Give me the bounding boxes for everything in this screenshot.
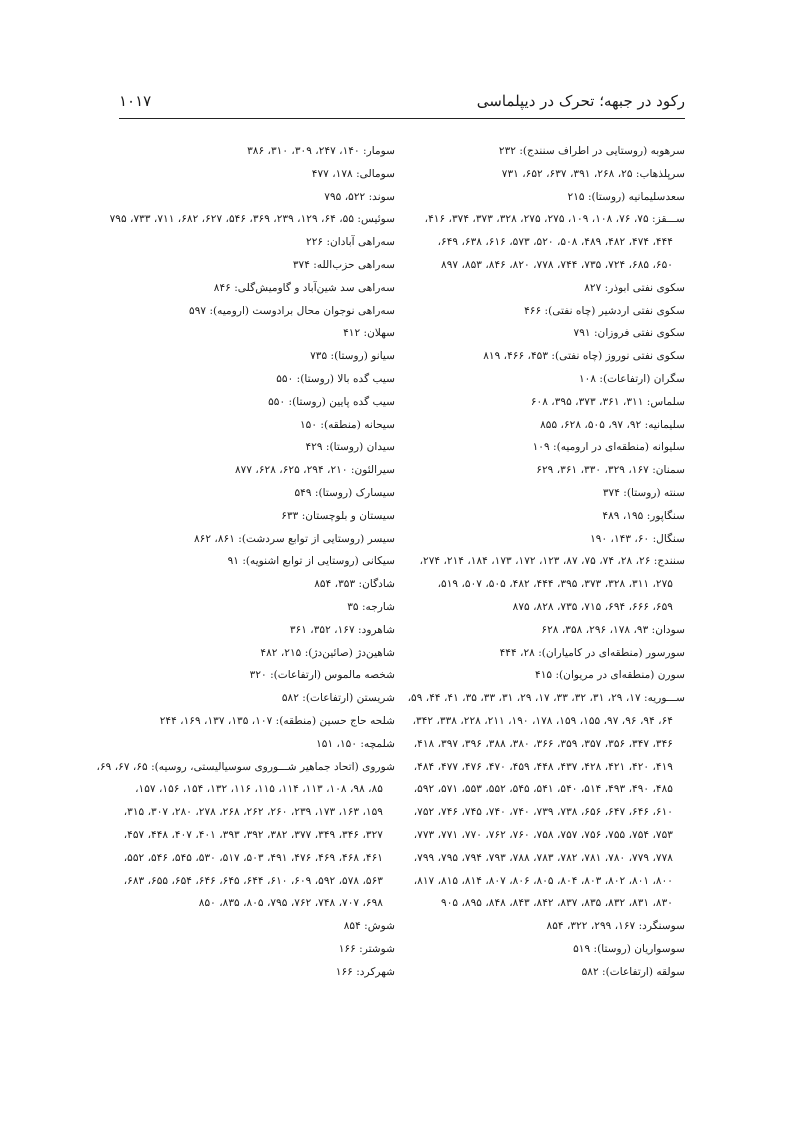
index-entry-continuation: ۷۷۸، ۷۷۹، ۷۸۰، ۷۸۱، ۷۸۲، ۷۸۳، ۷۸۸، ۷۹۳، ۷۹۴، ۷۹۵، ۷۹۹، — [413, 851, 673, 864]
index-entry: سیب گده پایین (روستا): ۵۵۰ — [268, 395, 395, 408]
index-entry-continuation: ۲۷۵، ۳۱۱، ۳۲۸، ۳۷۳، ۳۹۵، ۴۴۴، ۴۸۲، ۵۰۵، ۵۰۷، ۵۱۹، — [437, 578, 673, 591]
index-entry: سنگاپور: ۱۹۵، ۴۸۹ — [602, 509, 685, 522]
index-entry: شارجه: ۳۵ — [347, 600, 395, 613]
running-header — [119, 92, 685, 118]
index-entry: سمنان: ۱۶۷، ۳۲۹، ۳۳۰، ۳۶۱، ۶۲۹ — [536, 464, 685, 477]
index-entry: شاهین‌دژ (صائین‌دژ): ۲۱۵، ۴۸۲ — [260, 646, 395, 659]
index-entry: سه‌راهی نوجوان محال برادوست (ارومیه): ۵۹۷ — [189, 304, 395, 317]
index-entry-continuation: ۱۵۹، ۱۶۳، ۱۷۳، ۲۳۹، ۲۶۰، ۲۶۲، ۲۶۸، ۲۷۸، ۲۸۰، ۳۰۷، ۳۱۵، — [123, 806, 383, 819]
index-entry: شهرکرد: ۱۶۶ — [335, 965, 395, 978]
index-entry: سیانو (روستا): ۷۳۵ — [310, 350, 395, 363]
index-entry: سنندج: ۲۶، ۲۸، ۷۴، ۷۵، ۸۷، ۱۲۳، ۱۷۲، ۱۷۳، ۱۸۴، ۲۱۴، ۲۷۴، — [419, 555, 685, 568]
page-number: ۱۰۱۷ — [119, 92, 152, 110]
index-entry-continuation: ۸۰۰، ۸۰۱، ۸۰۲، ۸۰۳، ۸۰۴، ۸۰۵، ۸۰۶، ۸۰۷، ۸۱۴، ۸۱۵، ۸۱۷، — [413, 874, 673, 887]
index-entry: سیدان (روستا): ۴۲۹ — [305, 441, 395, 454]
index-entry: سیحانه (منطقه): ۱۵۰ — [299, 418, 395, 431]
chapter-title: رکود در جبهه؛ تحرک در دیپلماسی — [476, 92, 685, 110]
index-entry-continuation: ۶۴، ۹۴، ۹۶، ۹۷، ۱۵۵، ۱۵۹، ۱۷۸، ۱۹۰، ۲۱۱، ۲۲۸، ۳۳۸، ۳۴۲، — [412, 714, 673, 727]
index-entry: سلیوانه (منطقه‌ای در ارومیه): ۱۰۹ — [532, 441, 685, 454]
index-entry: سکوی نفتی نوروز (چاه نفتی): ۴۵۳، ۴۶۶، ۸۱۹ — [483, 350, 685, 363]
index-entry: سولقه (ارتفاعات): ۵۸۲ — [581, 965, 685, 978]
index-entry: سکوی نفتی اردشیر (چاه نفتی): ۴۶۶ — [524, 304, 685, 317]
index-entry: سیرالئون: ۲۱۰، ۲۹۴، ۶۲۵، ۶۲۸، ۸۷۷ — [234, 464, 395, 477]
index-column-right — [355, 140, 685, 983]
index-entry-continuation: ۴۴۴، ۴۷۴، ۴۸۲، ۴۸۹، ۵۰۸، ۵۲۰، ۵۷۳، ۶۱۶، ۶۳۸، ۶۴۹، — [437, 236, 673, 249]
index-entry: سه‌راهی آبادان: ۲۲۶ — [306, 236, 395, 249]
index-entry: سوند: ۵۲۲، ۷۹۵ — [324, 190, 395, 203]
index-entry: سکوی نفتی ابوذر: ۸۲۷ — [584, 281, 685, 294]
index-entry: شلحه حاج حسین (منطقه): ۱۰۷، ۱۳۵، ۱۳۷، ۱۶۹، ۲۴۴ — [159, 714, 395, 727]
index-entry-continuation: ۶۹۸، ۷۰۷، ۷۴۸، ۷۶۲، ۷۹۵، ۸۰۵، ۸۳۵، ۸۵۰ — [198, 897, 383, 910]
index-entry: سوئیس: ۵۵، ۶۴، ۱۲۹، ۲۳۹، ۳۶۹، ۵۴۶، ۶۲۷، ۶۸۲، ۷۱۱، ۷۳۳، ۷۹۵ — [109, 213, 395, 226]
index-entry: شوروی (اتحاد جماهیر شـــوروی سوسیالیستی، روسیه): ۶۵، ۶۷، ۶۹، — [96, 760, 395, 773]
index-entry: سیسر (روستایی از توابع سردشت): ۸۶۱، ۸۶۲ — [193, 532, 395, 545]
index-entry-continuation: ۶۱۰، ۶۴۶، ۶۴۷، ۶۵۶، ۷۳۸، ۷۳۹، ۷۴۰، ۷۴۰، ۷۴۵، ۷۴۶، ۷۵۲، — [413, 806, 673, 819]
index-entry-continuation: ۵۶۳، ۵۷۸، ۵۹۲، ۶۰۹، ۶۱۰، ۶۴۴، ۶۴۵، ۶۴۶، ۶۵۴، ۶۵۵، ۶۸۳، — [123, 874, 383, 887]
index-entry: سنته (روستا): ۳۷۴ — [602, 486, 685, 499]
index-entry-continuation: ۴۸۵، ۴۹۰، ۴۹۳، ۵۱۴، ۵۴۰، ۵۴۱، ۵۴۵، ۵۵۲، ۵۵۳، ۵۷۱، ۵۹۲، — [413, 783, 673, 796]
index-entry: سوسواریان (روستا): ۵۱۹ — [573, 942, 685, 955]
index-entry: سودان: ۹۳، ۱۷۸، ۲۹۶، ۳۵۸، ۶۲۸ — [541, 623, 685, 636]
index-entry: شاهرود: ۱۶۷، ۳۵۲، ۳۶۱ — [289, 623, 395, 636]
index-entry-continuation: ۸۳۰، ۸۳۱، ۸۳۲، ۸۳۵، ۸۳۷، ۸۴۲، ۸۴۳، ۸۴۸، ۸۹۵، ۹۰۵ — [441, 897, 673, 910]
index-entry: شادگان: ۳۵۳، ۸۵۴ — [314, 578, 395, 591]
index-entry: سورن (منطقه‌ای در مریوان): ۴۱۵ — [535, 669, 685, 682]
index-entry: سیب گده بالا (روستا): ۵۵۰ — [276, 372, 395, 385]
index-entry: سیسارک (روستا): ۵۴۹ — [294, 486, 395, 499]
index-entry: شوش: ۸۵۴ — [343, 920, 395, 933]
index-entry-continuation: ۳۴۶، ۳۴۷، ۳۵۶، ۳۵۷، ۳۵۹، ۳۶۶، ۳۸۰، ۳۸۸، ۳۹۶، ۳۹۷، ۴۱۸، — [413, 737, 673, 750]
index-entry-continuation: ۷۵۳، ۷۵۴، ۷۵۵، ۷۵۶، ۷۵۷، ۷۵۸، ۷۶۰، ۷۶۲، ۷۷۰، ۷۷۱، ۷۷۳، — [413, 828, 673, 841]
index-entry-continuation: ۴۱۹، ۴۲۰، ۴۲۱، ۴۲۸، ۴۳۷، ۴۴۸، ۴۵۹، ۴۷۰، ۴۷۶، ۴۷۷، ۴۸۴، — [413, 760, 673, 773]
index-entry-continuation: ۶۵۰، ۶۸۵، ۷۲۴، ۷۳۵، ۷۴۴، ۷۷۸، ۸۲۰، ۸۴۶، ۸۵۳، ۸۹۷ — [441, 258, 673, 271]
index-entry-continuation: ۳۲۷، ۳۴۶، ۳۴۹، ۳۷۷، ۳۸۲، ۳۹۲، ۳۹۳، ۴۰۱، ۴۰۷، ۴۴۸، ۴۵۷، — [123, 828, 383, 841]
index-entry: شوشتر: ۱۶۶ — [338, 942, 395, 955]
index-entry-continuation: ۸۵، ۹۸، ۱۰۸، ۱۱۳، ۱۱۴، ۱۱۵، ۱۱۶، ۱۳۲، ۱۵۴، ۱۵۶، ۱۵۷، — [135, 783, 383, 796]
index-entry: سلیمانیه: ۹۲، ۹۷، ۵۰۵، ۶۲۸، ۸۵۵ — [540, 418, 685, 431]
index-entry: شخصه مالموس (ارتفاعات): ۳۲۰ — [249, 669, 395, 682]
index-entry: سه‌راهی سد شین‌آباد و گاومیش‌گلی: ۸۴۶ — [213, 281, 395, 294]
index-entry: سنگال: ۶۰، ۱۴۳، ۱۹۰ — [590, 532, 685, 545]
index-entry: سه‌راهی حزب‌الله: ۳۷۴ — [292, 258, 395, 271]
index-entry: سکوی نفتی فروزان: ۷۹۱ — [573, 327, 685, 340]
index-entry: سومالی: ۱۷۸، ۴۷۷ — [311, 167, 395, 180]
index-entry: سعدسلیمانیه (روستا): ۲۱۵ — [567, 190, 685, 203]
index-entry-continuation: ۶۵۹، ۶۶۶، ۶۹۴، ۷۱۵، ۷۳۵، ۸۲۸، ۸۷۵ — [512, 600, 673, 613]
index-entry: سلماس: ۳۱۱، ۳۶۱، ۳۷۳، ۳۹۵، ۶۰۸ — [530, 395, 685, 408]
index-entry: سهلان: ۴۱۲ — [343, 327, 395, 340]
index-entry: سرپلذهاب: ۲۵، ۲۶۸، ۳۹۱، ۶۳۷، ۶۵۲، ۷۳۱ — [501, 167, 685, 180]
index-entry: سیستان و بلوچستان: ۶۳۳ — [281, 509, 395, 522]
index-entry: سومار: ۱۴۰، ۲۴۷، ۳۰۹، ۳۱۰، ۳۸۶ — [247, 145, 395, 157]
index-entry: ســـقز: ۷۵، ۷۶، ۱۰۸، ۱۰۹، ۲۷۵، ۲۷۵، ۳۲۸، ۳۷۳، ۳۷۴، ۴۱۶، — [424, 213, 685, 226]
index-column-left — [95, 140, 395, 983]
index-entry: سوسنگرد: ۱۶۷، ۲۹۹، ۳۲۲، ۸۵۴ — [546, 920, 685, 933]
index-entry: سورسور (منطقه‌ای در کامیاران): ۲۸، ۴۴۴ — [499, 646, 685, 659]
index-entry: سرهوبه (روستایی در اطراف سنندج): ۲۳۲ — [498, 145, 685, 157]
index-entry-continuation: ۴۶۱، ۴۶۸، ۴۶۹، ۴۷۶، ۴۹۱، ۵۰۳، ۵۱۷، ۵۳۰، ۵۴۵، ۵۴۶، ۵۵۲، — [123, 851, 383, 864]
index-entry: شریستن (ارتفاعات): ۵۸۲ — [281, 692, 395, 705]
index-entry: سیکانی (روستایی از توابع اشنویه): ۹۱ — [227, 555, 395, 568]
index-entry: ســـوریه: ۱۷، ۲۹، ۳۱، ۳۲، ۳۳، ۱۷، ۲۹، ۳۱، ۳۳، ۳۵، ۴۱، ۴۴، ۵۹، — [407, 692, 685, 705]
index-entry: سگران (ارتفاعات): ۱۰۸ — [578, 372, 685, 385]
index-entry: شلمچه: ۱۵۰، ۱۵۱ — [316, 737, 395, 750]
header-rule — [119, 118, 685, 119]
